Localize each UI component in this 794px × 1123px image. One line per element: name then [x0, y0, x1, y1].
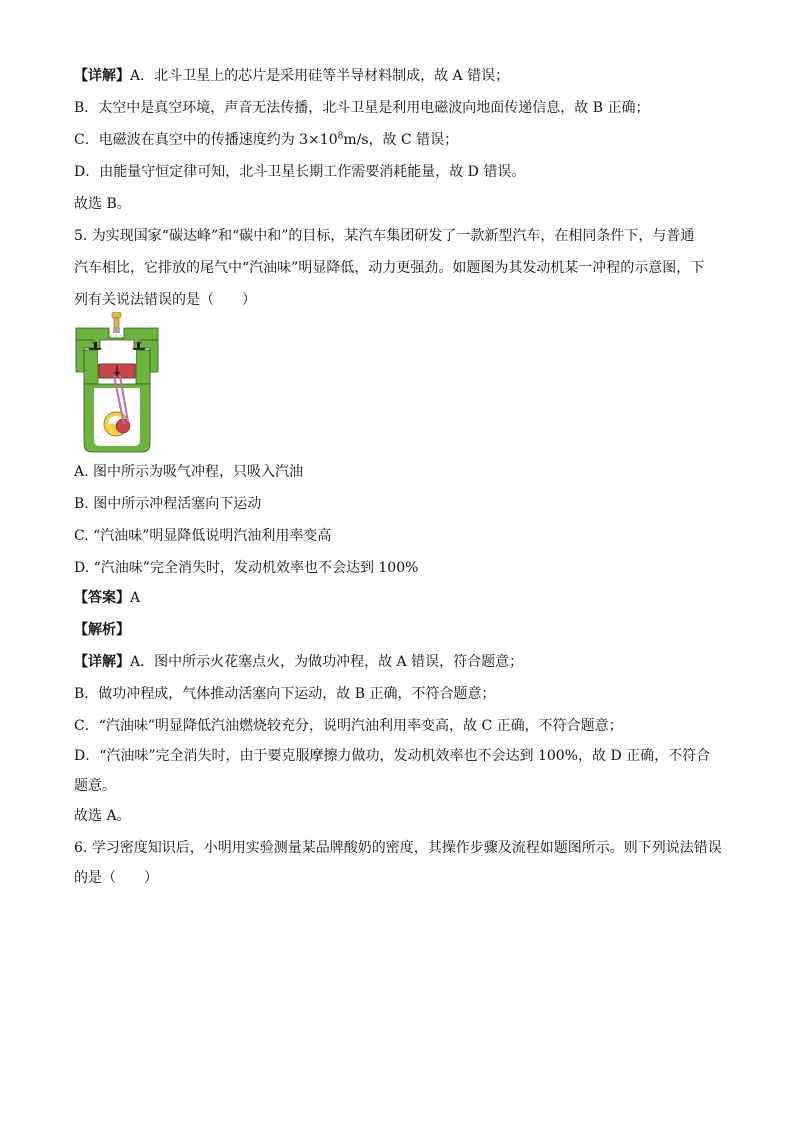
q5-explanation-d-line-1: D．“汽油味”完全消失时，由于要克服摩擦力做功，发动机效率也不会达到 100%，故 D 正确，不符合	[74, 748, 711, 764]
q5-option-a: A. 图中所示为吸气冲程，只吸入汽油	[74, 464, 304, 480]
q4-choice: 故选 B。	[74, 196, 131, 212]
q5-answer-value: A	[130, 590, 141, 606]
q4-c-post: m/s，故 C 错误；	[343, 132, 459, 148]
q4-explanation-d: D．由能量守恒定律可知，北斗卫星长期工作需要消耗能量，故 D 错误。	[74, 164, 526, 180]
engine-stroke-diagram	[74, 312, 160, 454]
q5-explanation-d-line-2: 题意。	[74, 778, 116, 794]
q5-choice: 故选 A。	[74, 808, 131, 824]
q5-option-d: D. “汽油味”完全消失时，发动机效率也不会达到 100%	[74, 560, 419, 576]
q6-stem-line-1: 6. 学习密度知识后，小明用实验测量某品牌酸奶的密度，其操作步骤及流程如题图所示。则下列说法错误	[74, 840, 722, 856]
spark-plug-icon	[109, 312, 123, 338]
q4-c-pre: C．电磁波在真空中的传播速度约为 3×10	[74, 132, 338, 148]
q5-stem-line-3: 列有关说法错误的是（ ）	[74, 292, 256, 308]
q5-stem-line-2: 汽车相比，它排放的尾气中“汽油味”明显降低，动力更强劲。如题图为其发动机某一冲程的示意图，下	[74, 260, 705, 276]
q5-option-b: B. 图中所示冲程活塞向下运动	[74, 496, 262, 512]
q5-detail-a	[74, 652, 724, 672]
q5-option-c: C. “汽油味”明显降低说明汽油利用率变高	[74, 528, 332, 544]
q4-detail-a	[74, 66, 724, 86]
q4-c-exponent: 8	[337, 131, 344, 142]
q5-explanation-c: C．“汽油味”明显降低汽油燃烧较充分，说明汽油利用率变高，故 C 正确，不符合题意；	[74, 718, 623, 734]
q5-detail-tag: 【详解】	[74, 654, 130, 670]
q4-explanation-b: B．太空中是真空环境，声音无法传播，北斗卫星是利用电磁波向地面传递信息，故 B 正确；	[74, 100, 650, 116]
q5-answer-tag: 【答案】	[74, 590, 130, 606]
q5-analysis-tag	[74, 620, 724, 640]
combustion-chamber	[98, 350, 136, 364]
q4-explanation-c	[74, 130, 724, 150]
q5-answer	[74, 588, 724, 608]
q5-detail-a-text: A．图中所示火花塞点火，为做功冲程，故 A 错误，符合题意；	[130, 654, 524, 670]
q5-explanation-b: B．做功冲程成，气体推动活塞向下运动，故 B 正确，不符合题意；	[74, 686, 496, 702]
cylinder-wall-right	[136, 350, 150, 384]
cylinder-wall-left	[84, 350, 98, 384]
q5-stem-line-1: 5. 为实现国家“碳达峰”和“碳中和”的目标，某汽车集团研发了一款新型汽车，在相同条件下，与普通	[74, 228, 695, 244]
q5-analysis-tag-text: 【解析】	[74, 622, 130, 638]
q4-detail-a-text: A．北斗卫星上的芯片是采用硅等半导材料制成，故 A 错误；	[130, 68, 510, 84]
q6-stem-line-2: 的是（ ）	[74, 870, 158, 886]
q4-detail-tag: 【详解】	[74, 68, 130, 84]
